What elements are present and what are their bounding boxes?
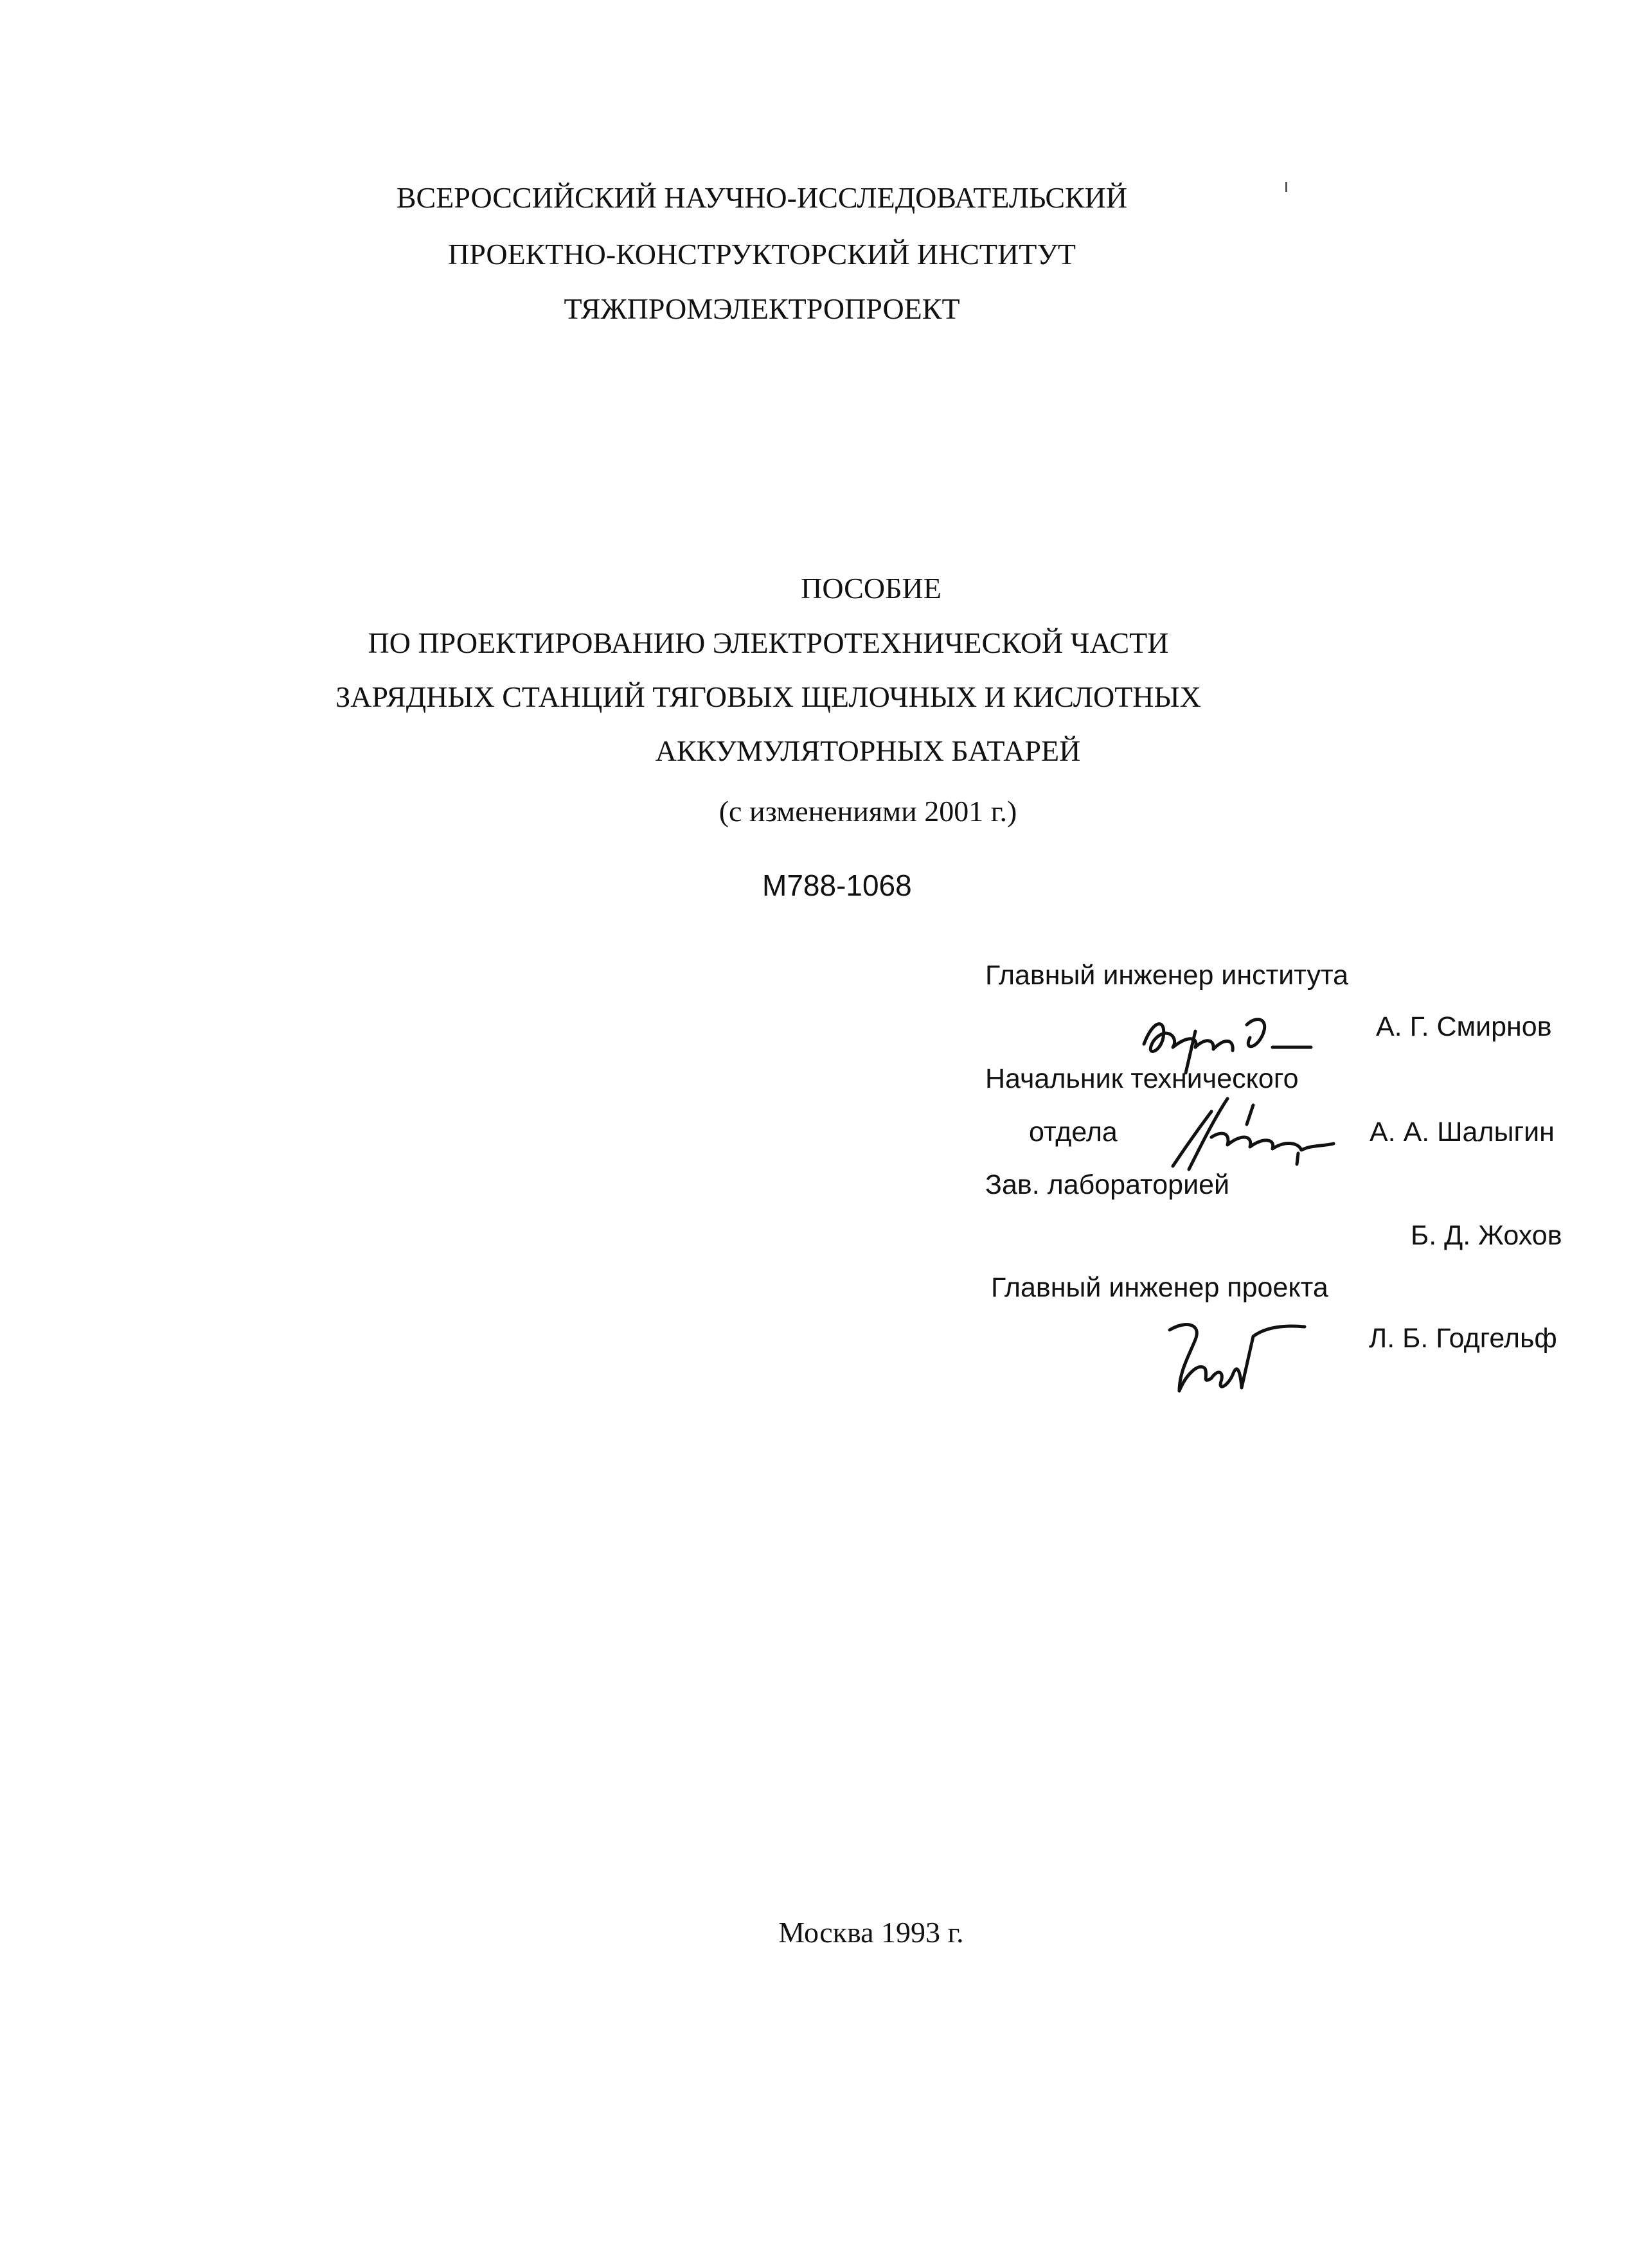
signatory-name-shalygin: А. А. Шалыгин [1370,1117,1555,1147]
institute-name-line-1: ВСЕРОССИЙСКИЙ НАУЧНО-ИССЛЕДОВАТЕЛЬСКИЙ [396,181,1128,214]
document-title-line-2: ПО ПРОЕКТИРОВАНИЮ ЭЛЕКТРОТЕХНИЧЕСКОЙ ЧАСТИ [368,626,1169,659]
document-title-line-4: АККУМУЛЯТОРНЫХ БАТАРЕЙ [655,734,1081,767]
document-title-line-1: ПОСОБИЕ [801,572,941,605]
institute-name-line-3: ТЯЖПРОМЭЛЕКТРОПРОЕКТ [564,292,960,325]
signature-godgelf [1157,1311,1324,1401]
document-edition: (с изменениями 2001 г.) [718,795,1017,828]
signatory-role-project-engineer: Главный инженер проекта [991,1272,1328,1303]
signatory-name-godgelf: Л. Б. Годгельф [1369,1323,1557,1354]
document-code: М788-1068 [762,869,912,902]
signatory-name-zhokhov: Б. Д. Жохов [1411,1220,1562,1251]
institute-name-line-2: ПРОЕКТНО-КОНСТРУКТОРСКИЙ ИНСТИТУТ [447,238,1076,270]
signatory-role-lab-head: Зав. лабораторией [985,1169,1230,1200]
document-title-line-3: ЗАРЯДНЫХ СТАНЦИЙ ТЯГОВЫХ ЩЕЛОЧНЫХ И КИСЛОТНЫХ [335,680,1201,713]
signatory-name-smirnov: А. Г. Смирнов [1376,1011,1552,1042]
signature-shalygin [1150,1092,1362,1182]
signatory-role-line-2-tech-dept: отдела [1029,1117,1118,1147]
place-and-year: Москва 1993 г. [778,1916,964,1949]
signatory-role-line-1-tech-dept: Начальник технического [985,1063,1299,1094]
scan-artifact-mark [1285,182,1287,192]
signatory-role-chief-engineer: Главный инженер института [985,960,1349,991]
